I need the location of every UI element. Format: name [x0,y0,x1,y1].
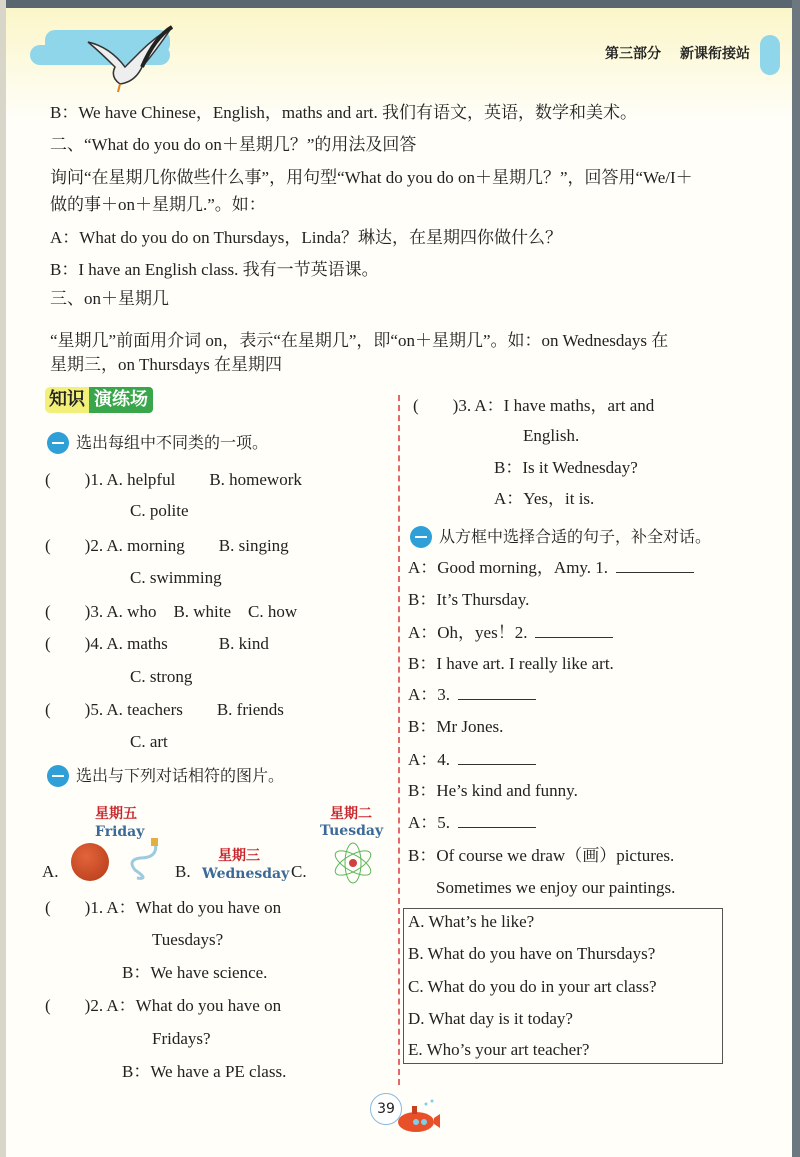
dialogue-line [408,684,536,706]
section-number-icon [47,432,69,454]
option-c-label: C. [291,862,307,881]
question-line: English. [523,426,580,445]
option-item: D. What day is it today? [408,1009,573,1028]
page-number: 39 [370,1093,402,1125]
question-line: C. strong [130,667,193,686]
badge-part1: 知识 [45,387,89,413]
question-line: B：We have a PE class. [122,1062,287,1081]
column-divider [398,395,400,1085]
section-number-icon [410,526,432,548]
option-item: B. What do you have on Thursdays? [408,944,656,963]
badge-part2: 演练场 [89,387,153,413]
scan-edge [0,0,6,1157]
seagull-icon [80,22,180,92]
dialogue-line: Sometimes we enjoy our paintings. [436,878,676,897]
option-item: E. Who’s your art teacher? [408,1040,590,1059]
practice-badge [45,387,153,413]
basketball-icon [71,843,109,881]
section1-title: 选出每组中不同类的一项。 [76,433,269,452]
header-title: 新课衔接站 [680,46,750,62]
atom-science-icon [330,840,376,886]
intro-line: “星期几”前面用介词 on，表示“在星期几”，即“on＋星期几”。如：on Wednesdays 在 [50,331,669,350]
question-line: A：Yes，it is. [494,489,595,508]
friday-en: Friday [95,824,145,840]
intro-heading: 三、on＋星期几 [50,289,169,308]
dialogue-line: B：Mr Jones. [408,717,504,736]
dialogue-text: A：Good morning，Amy. 1. [408,558,609,577]
dialogue-line [408,812,536,834]
dialogue-line: B：Of course we draw（画）pictures. [408,846,675,865]
answer-blank[interactable] [616,558,694,573]
question-line: B：Is it Wednesday? [494,458,638,477]
answer-blank[interactable] [458,685,536,700]
section3-title: 从方框中选择合适的句子，补全对话。 [439,527,712,546]
question-line: C. polite [130,501,189,520]
dialogue-line: B：I have art. I really like art. [408,654,614,673]
option-item: A. What’s he like? [408,912,535,931]
submarine-icon [396,1098,442,1134]
question-line: ( )3. A：I have maths，art and [413,396,655,415]
tuesday-en: Tuesday [320,823,384,839]
question-line: ( )2. A：What do you have on [45,996,282,1015]
question-line: C. swimming [130,568,222,587]
tuesday-cn: 星期二 [330,806,372,822]
dialogue-text: A：5. [408,813,451,832]
dialogue-line: B：It’s Thursday. [408,590,530,609]
scan-edge [792,0,800,1157]
cloud-decoration [760,35,780,75]
dialogue-line [408,749,536,771]
option-b-label: B. [175,862,191,881]
section2-title: 选出与下列对话相符的图片。 [76,766,285,785]
question-line: ( )1. A. helpful B. homework [45,470,302,489]
friday-cn: 星期五 [95,806,137,822]
intro-line: A：What do you do on Thursdays，Linda？琳达，在星期四你做什么？ [50,228,563,247]
answer-blank[interactable] [458,750,536,765]
question-line: ( )1. A：What do you have on [45,898,282,917]
question-line: ( )5. A. teachers B. friends [45,700,284,719]
question-line: B：We have science. [122,963,268,982]
dialogue-text: A：Oh，yes！2. [408,623,528,642]
intro-heading: 二、“What do you do on＋星期几？”的用法及回答 [50,135,417,154]
option-a-label: A. [42,862,59,881]
intro-line: 星期三，on Thursdays 在星期四 [50,355,283,374]
wednesday-en: Wednesday [202,866,290,882]
question-line: Tuesdays? [152,930,224,949]
answer-blank[interactable] [535,623,613,638]
dialogue-text: A：3. [408,685,451,704]
dialogue-line [408,622,613,644]
question-line: C. art [130,732,168,751]
question-line: ( )4. A. maths B. kind [45,634,269,653]
question-line: ( )3. A. who B. white C. how [45,602,298,621]
jump-rope-icon [125,838,165,883]
dialogue-line [408,557,694,579]
wednesday-cn: 星期三 [218,848,260,864]
answer-blank[interactable] [458,813,536,828]
intro-line: 询问“在星期几你做些什么事”，用句型“What do you do on＋星期几？”，回答用“We/I＋ [50,168,693,187]
intro-line: 做的事＋on＋星期几.”。如： [50,195,266,214]
dialogue-text: A：4. [408,750,451,769]
intro-line: B：I have an English class. 我有一节英语课。 [50,260,379,279]
scan-edge [0,0,800,8]
question-line: Fridays? [152,1029,211,1048]
dialogue-line: B：He’s kind and funny. [408,781,578,800]
option-item: C. What do you do in your art class? [408,977,657,996]
header-section: 第三部分 [605,46,661,62]
section-number-icon [47,765,69,787]
intro-line: B：We have Chinese，English，maths and art. 我们有语文，英语，数学和美术。 [50,103,637,122]
question-line: ( )2. A. morning B. singing [45,536,289,555]
